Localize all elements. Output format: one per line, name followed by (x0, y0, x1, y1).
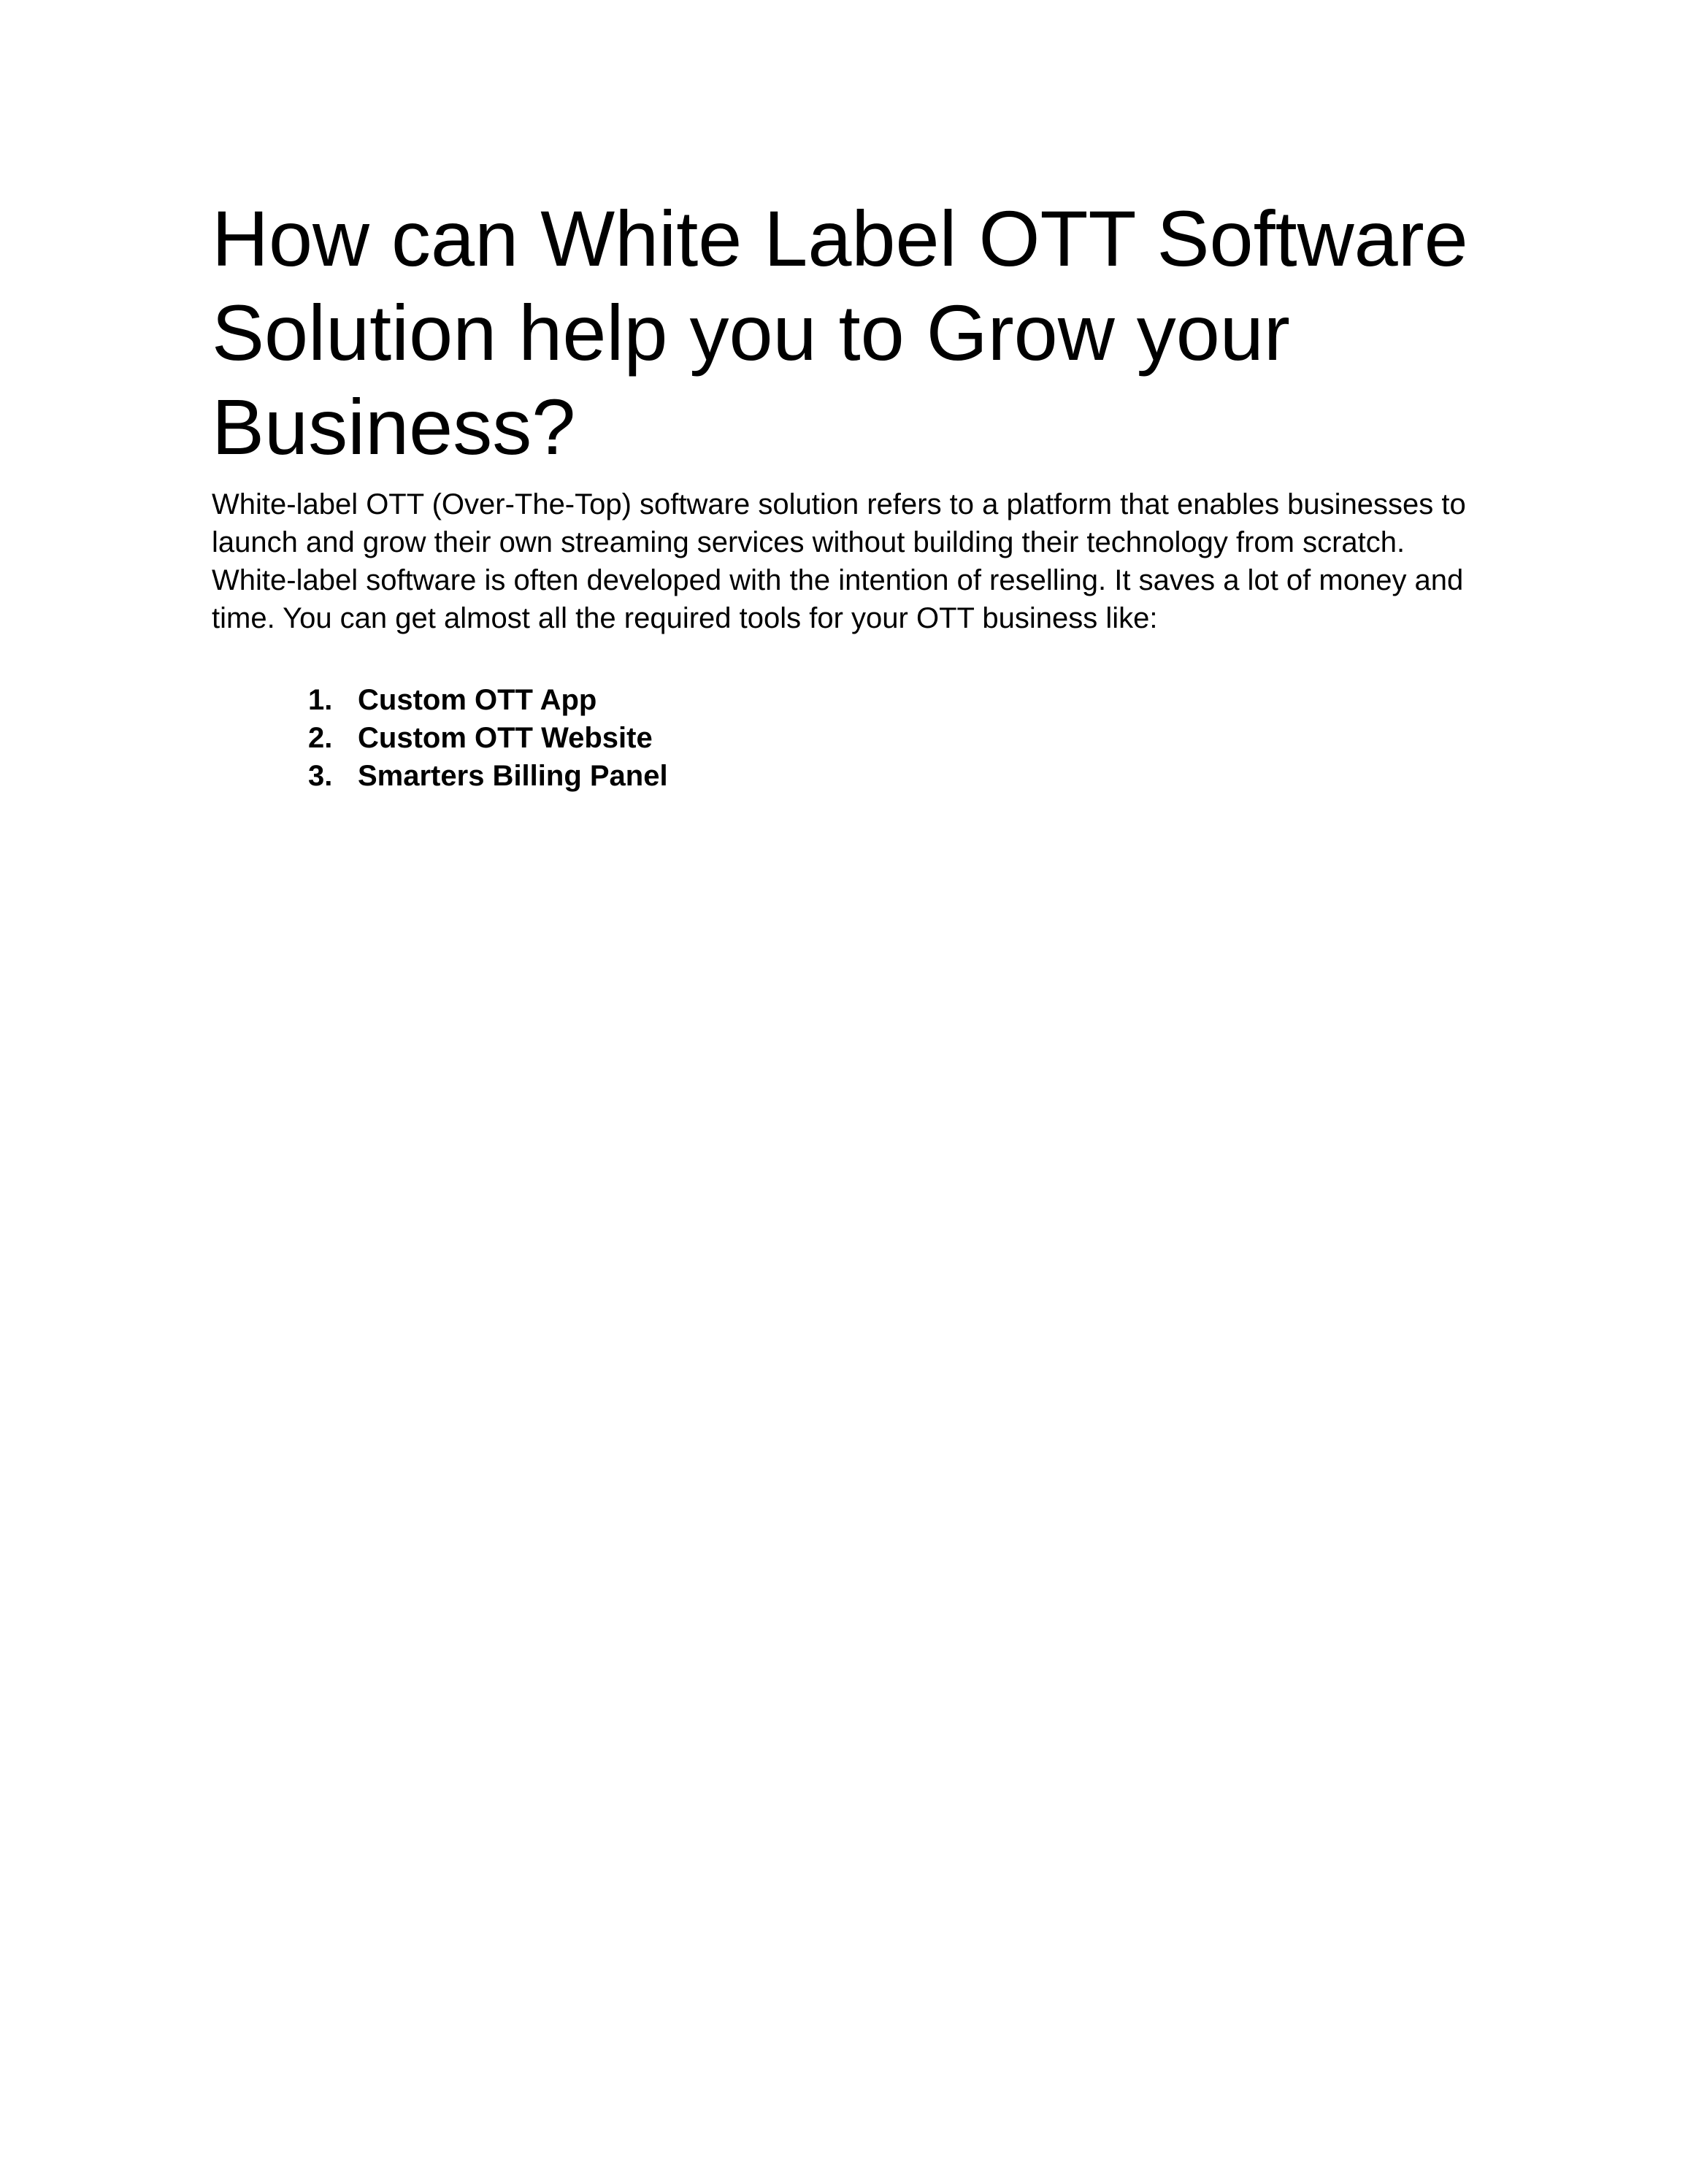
list-item (308, 719, 1482, 757)
document-content (212, 191, 1482, 795)
page-title: How can White Label OTT Software Solution help you to Grow your Business? (212, 194, 1468, 471)
list-item-label: Custom OTT App (358, 684, 597, 716)
feature-list (212, 681, 1482, 795)
intro-paragraph: White-label OTT (Over-The-Top) software solution refers to a platform that enables businesses to launch and grow their own streaming services without building their technology from scratch. White-label software is often developed with the intention of reselling. It saves a lot of money and time. You can get almost all the required tools for your OTT business like: (212, 488, 1466, 634)
list-item-label: Custom OTT Website (358, 722, 653, 754)
list-item (308, 757, 1482, 795)
list-item-number: 1. (308, 684, 333, 716)
list-item-number: 2. (308, 722, 333, 754)
list-item-label: Smarters Billing Panel (358, 760, 668, 792)
list-item-number: 3. (308, 760, 333, 792)
list-item (308, 681, 1482, 719)
